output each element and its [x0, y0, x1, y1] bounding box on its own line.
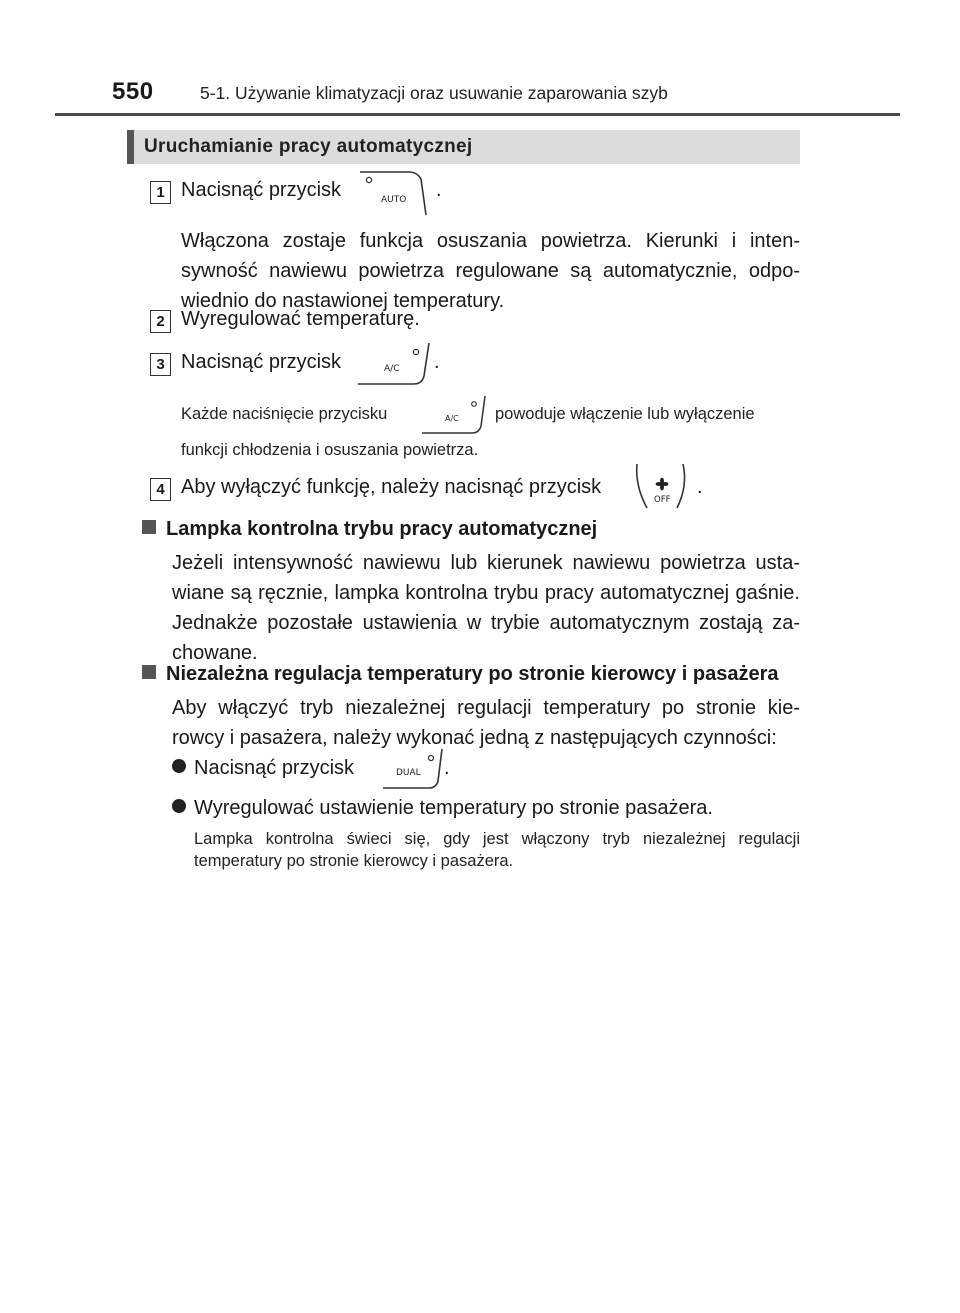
square-bullet-icon	[142, 520, 156, 534]
page-number: 550	[112, 78, 154, 105]
step-4-period: .	[697, 476, 703, 498]
independent-heading	[142, 663, 778, 686]
step-1-description: Włączona zostaje funkcja osuszania powietrza. Kierunki i inten-sywność nawiewu powietrza regulowane są automatycznie, odpo-wiednio do nastawionej temperatury.	[181, 230, 800, 312]
indicator-text: Jeżeli intensywność nawiewu lub kierunek nawiewu powietrza usta-wiane są ręcznie, lampka kontrolna trybu pracy automatycznej gaśnie. Jednakże pozostałe ustawienia w trybie automatycznym zostają za-chowane.	[172, 552, 800, 664]
page-header	[110, 78, 900, 108]
step-number: 3	[150, 353, 171, 376]
step-1-period: .	[436, 179, 442, 201]
auto-button-label: AUTO	[381, 195, 407, 205]
independent-note: Lampka kontrolna świeci się, gdy jest włączony tryb niezależnej regulacji temperatury po stronie kierowcy i pasażera.	[194, 830, 800, 870]
section-banner	[127, 130, 800, 164]
fan-off-button-icon	[633, 462, 693, 517]
bullet-text: Wyregulować ustawienie temperatury po stronie pasażera.	[194, 797, 713, 819]
bullet-text: Nacisnąć przycisk	[194, 757, 355, 779]
ac-button-icon	[354, 340, 432, 391]
step-text: Nacisnąć przycisk	[181, 351, 342, 373]
auto-button-icon	[357, 170, 429, 223]
step-3-period: .	[434, 351, 440, 373]
step-number: 2	[150, 310, 171, 333]
round-bullet-icon	[172, 799, 186, 813]
step-text: Aby wyłączyć funkcję, należy nacisnąć przycisk	[181, 476, 602, 498]
bullet-item-passenger	[172, 797, 713, 820]
ac-button-label: A/C	[384, 364, 400, 374]
step-number: 1	[150, 181, 171, 204]
bullet-1-period: .	[444, 757, 450, 779]
section-title: Uruchamianie pracy automatycznej	[144, 136, 473, 157]
step-text: Nacisnąć przycisk	[181, 179, 342, 201]
step-3-note-line2: funkcji chłodzenia i osuszania powietrza.	[181, 441, 479, 459]
chapter-title: 5-1. Używanie klimatyzacji oraz usuwanie zaparowania szyb	[200, 83, 668, 103]
ac-button-small-icon	[418, 393, 488, 440]
ac-button-small-label: A/C	[445, 414, 459, 423]
indicator-heading	[142, 518, 597, 541]
dual-button-label: DUAL	[396, 768, 421, 778]
header-rule	[55, 113, 900, 116]
indicator-heading-text: Lampka kontrolna trybu pracy automatycznej	[166, 518, 598, 540]
square-bullet-icon	[142, 665, 156, 679]
section-banner-bar	[127, 130, 134, 164]
round-bullet-icon	[172, 759, 186, 773]
bullet-item-dual	[172, 757, 354, 780]
independent-heading-text: Niezależna regulacja temperatury po stronie kierowcy i pasażera	[166, 663, 779, 685]
step-number: 4	[150, 478, 171, 501]
off-button-label: OFF	[654, 495, 671, 505]
step-text: Wyregulować temperaturę.	[181, 308, 420, 330]
step-3-note-after: powoduje włączenie lub wyłączenie	[495, 405, 755, 423]
step-3-note-before: Każde naciśnięcie przycisku	[181, 405, 388, 423]
independent-text: Aby włączyć tryb niezależnej regulacji temperatury po stronie kie-rowcy i pasażera, należy wykonać jedną z następujących czynności:	[172, 697, 800, 749]
dual-button-icon	[379, 746, 445, 795]
